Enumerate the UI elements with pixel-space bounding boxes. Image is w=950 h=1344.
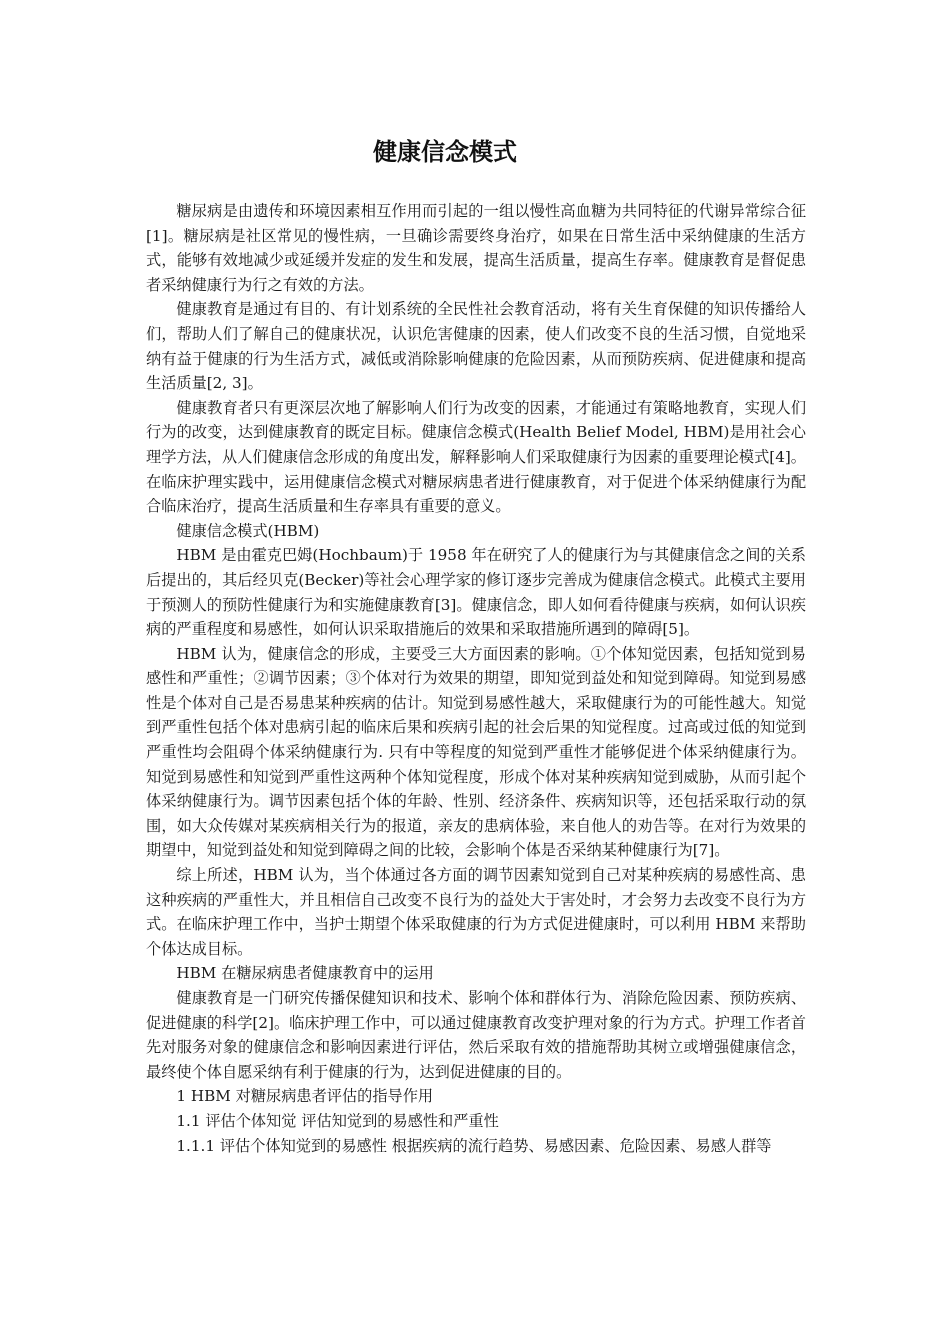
paragraph-hbm-factors: HBM 认为，健康信念的形成，主要受三大方面因素的影响。①个体知觉因素，包括知觉到易感性和严重性；②调节因素；③个体对行为效果的期望，即知觉到益处和知觉到障碍。知觉到易感性是个体对自己是否易患某种疾病的估计。知觉到易感性越大，采取健康行为的可能性越大。知觉到严重性包括个体对患病引起的临床后果和疾病引起的社会后果的知觉程度。过高或过低的知觉到严重性均会阻碍个体采纳健康行为. 只有中等程度的知觉到严重性才能够促进个体采纳健康行为。知觉到易感性和知觉到严重性这两种个体知觉程度，形成个体对某种疾病知觉到威胁，从而引起个体采纳健康行为。调节因素包括个体的年龄、性别、经济条件、疾病知识等，还包括采取行动的氛围，如大众传媒对某疾病相关行为的报道，亲友的患病体验，来自他人的劝告等。在对行为效果的期望中，知觉到益处和知觉到障碍之间的比较，会影响个体是否采纳某种健康行为[7]。	[146, 644, 806, 860]
subheading-1-1-1: 1.1.1 评估个体知觉到的易感性 根据疾病的流行趋势、易感因素、危险因素、易感人群等	[176, 1136, 772, 1155]
document-title: 健康信念模式	[373, 138, 517, 166]
section-heading-hbm-application: HBM 在糖尿病患者健康教育中的运用	[176, 964, 434, 983]
subheading-1-1: 1.1 评估个体知觉 评估知觉到的易感性和严重性	[176, 1111, 499, 1130]
section-heading-hbm: 健康信念模式(HBM)	[176, 521, 320, 540]
subheading-1: 1 HBM 对糖尿病患者评估的指导作用	[176, 1087, 434, 1106]
paragraph-application: 健康教育是一门研究传播保健知识和技术、影响个体和群体行为、消除危险因素、预防疾病、促进健康的科学[2]。临床护理工作中，可以通过健康教育改变护理对象的行为方式。护理工作者首先对服务对象的健康信念和影响因素进行评估，然后采取有效的措施帮助其树立或增强健康信念，最终使个体自愿采纳有利于健康的行为，达到促进健康的目的。	[146, 989, 806, 1081]
paragraph-diabetes-intro: 糖尿病是由遗传和环境因素相互作用而引起的一组以慢性高血糖为共同特征的代谢异常综合征[1]。糖尿病是社区常见的慢性病，一旦确诊需要终身治疗，如果在日常生活中采纳健康的生活方式，能够有效地减少或延缓并发症的发生和发展，提高生活质量，提高生存率。健康教育是督促患者采纳健康行为行之有效的方法。	[146, 202, 806, 294]
paragraph-hbm-origin: HBM 是由霍克巴姆(Hochbaum)于 1958 年在研究了人的健康行为与其健康信念之间的关系后提出的，其后经贝克(Becker)等社会心理学家的修订逐步完善成为健康信念模式。此模式主要用于预测人的预防性健康行为和实施健康教育[3]。健康信念，即人如何看待健康与疾病，如何认识疾病的严重程度和易感性，如何认识采取措施后的效果和采取措施所遇到的障碍[5]。	[146, 546, 806, 639]
paragraph-hbm-summary: 综上所述，HBM 认为，当个体通过各方面的调节因素知觉到自己对某种疾病的易感性高、患这种疾病的严重性大，并且相信自己改变不良行为的益处大于害处时，才会努力去改变不良行为方式。在临床护理工作中，当护士期望个体采取健康的行为方式促进健康时，可以利用 HBM 来帮助个体达成目标。	[146, 866, 806, 958]
paragraph-health-education: 健康教育是通过有目的、有计划系统的全民性社会教育活动，将有关生育保健的知识传播给人们，帮助人们了解自己的健康状况，认识危害健康的因素，使人们改变不良的生活习惯，自觉地采纳有益于健康的行为生活方式，减低或消除影响健康的危险因素，从而预防疾病、促进健康和提高生活质量[2, 3]。	[146, 300, 806, 393]
paragraph-hbm-overview: 健康教育者只有更深层次地了解影响人们行为改变的因素，才能通过有策略地教育，实现人们行为的改变，达到健康教育的既定目标。健康信念模式(Health Belief Model, HBM)是用社会心理学方法，从人们健康信念形成的角度出发，解释影响人们采取健康行为因素的重要理论模式[4]。在临床护理实践中，运用健康信念模式对糖尿病患者进行健康教育，对于促进个体采纳健康行为配合临床治疗，提高生活质量和生存率具有重要的意义。	[146, 398, 806, 516]
document-body	[146, 199, 806, 1158]
